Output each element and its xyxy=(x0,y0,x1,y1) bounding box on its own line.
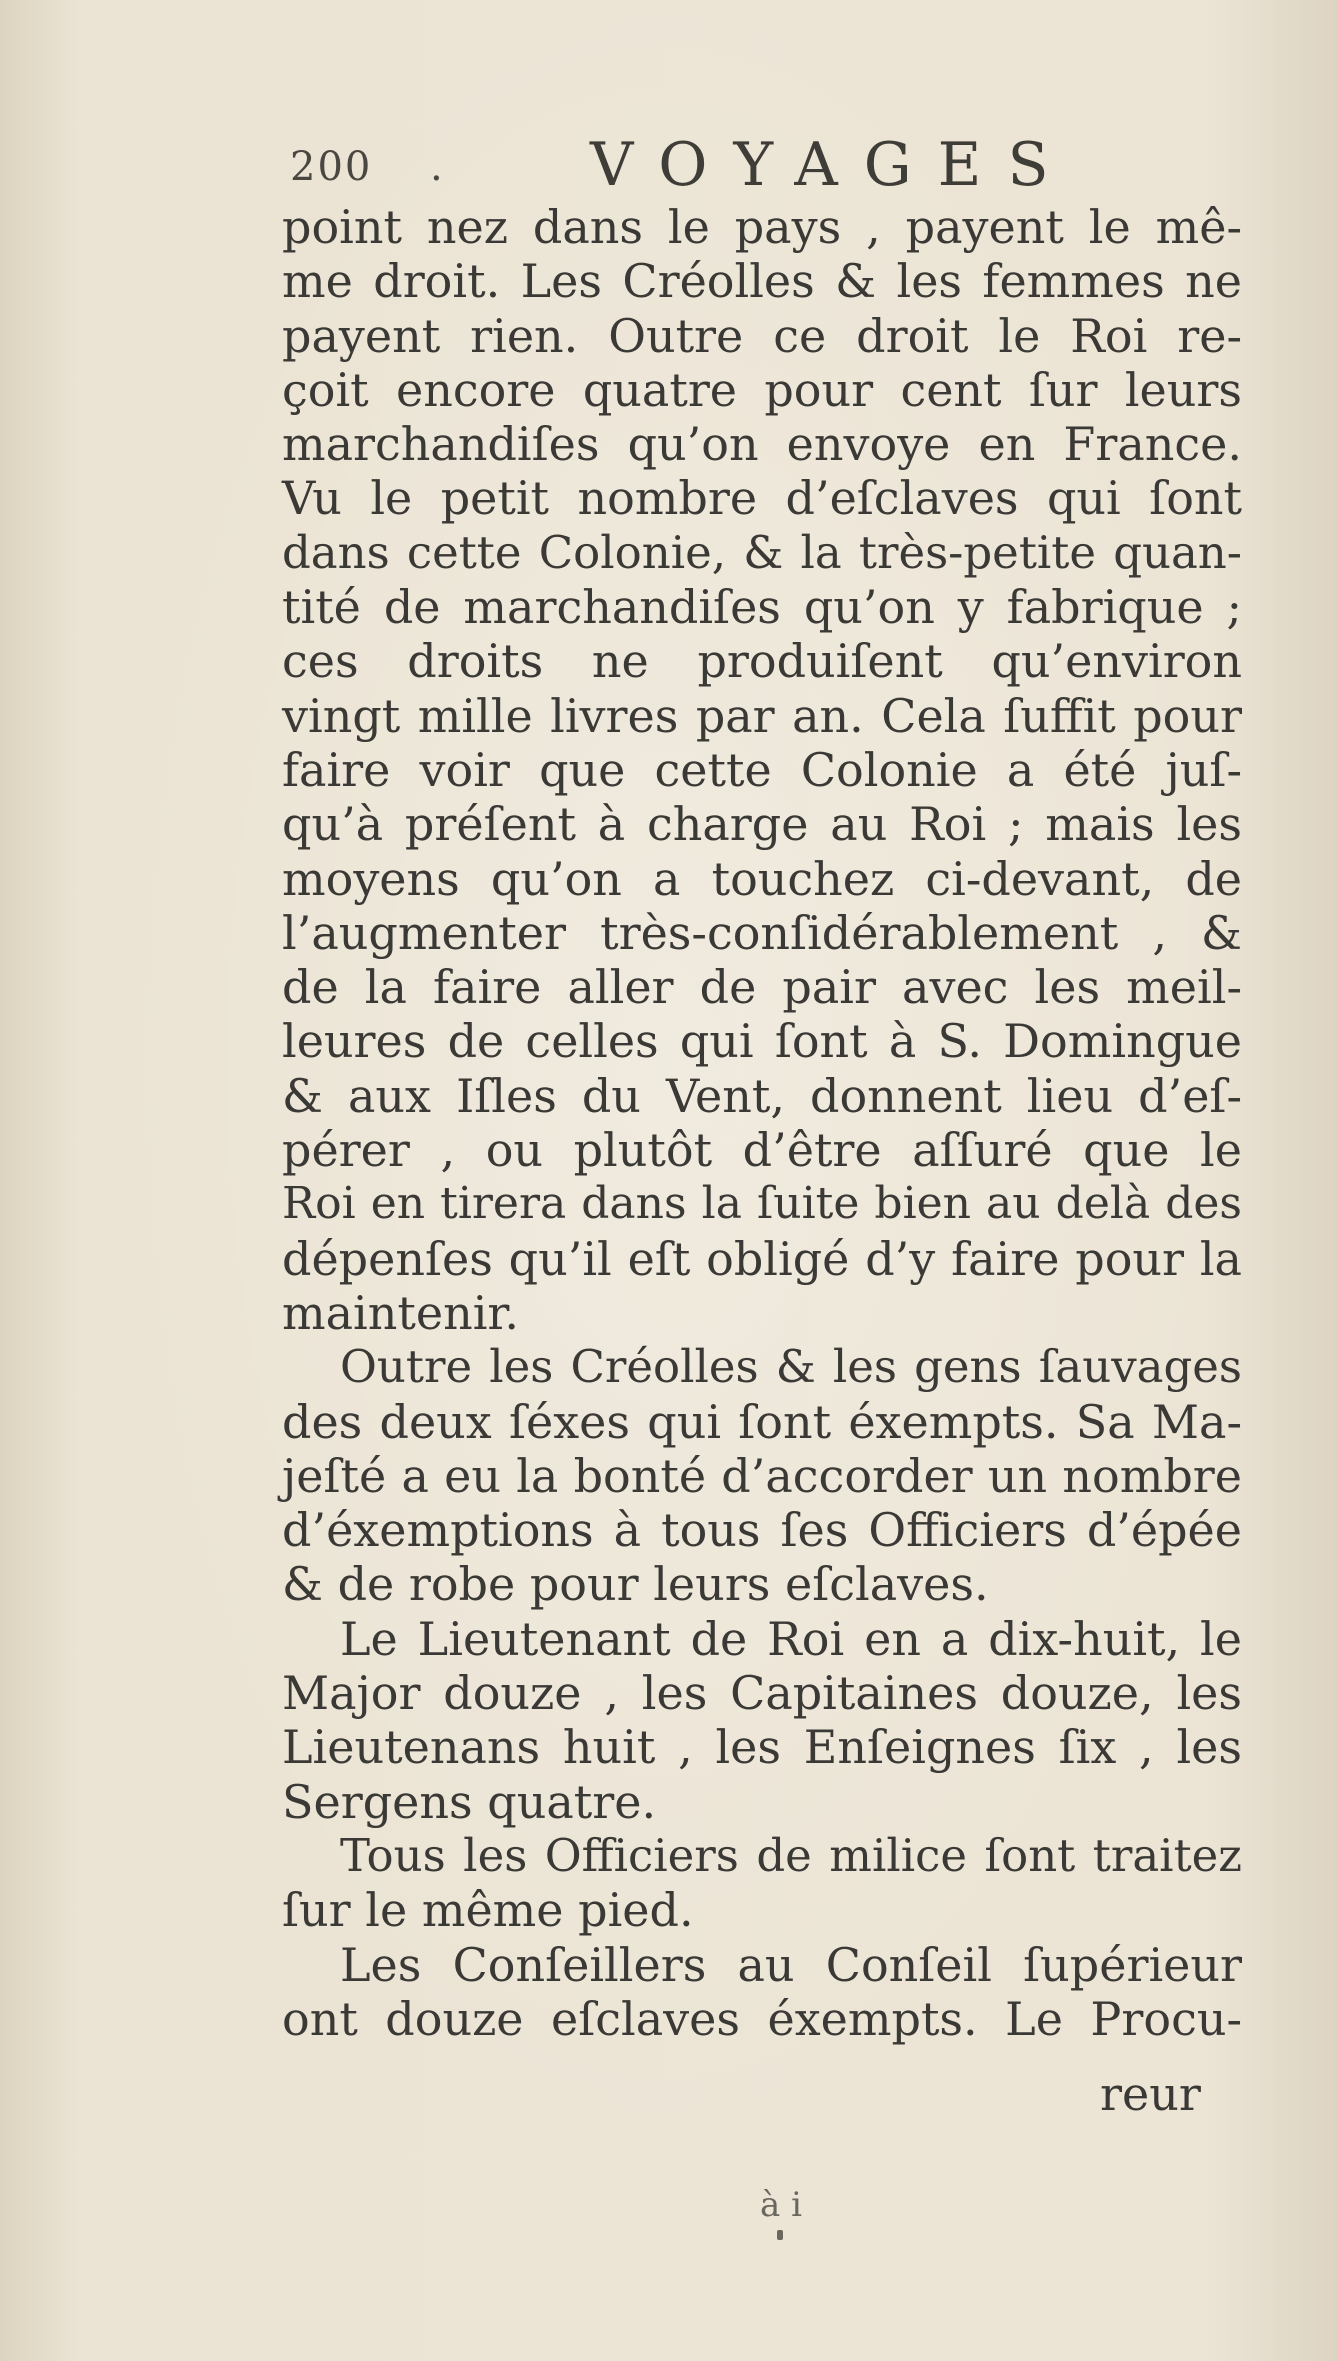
text-line: point nez dans le pays , payent le mê- xyxy=(282,200,1242,254)
text-line: Les Conſeillers au Conſeil ſupérieur xyxy=(340,1937,1242,1992)
text-line: vingt mille livres par an. Cela ſuffit pour xyxy=(282,688,1242,743)
text-line: dépenſes qu’il eſt obligé d’y faire pour la xyxy=(282,1231,1242,1286)
text-line: Vu le petit nombre d’eſclaves qui ſont xyxy=(282,471,1242,526)
paragraph xyxy=(282,1612,1242,1829)
text-line: me droit. Les Créolles & les femmes ne xyxy=(282,254,1242,309)
text-line: & aux Iſles du Vent, donnent lieu d’eſ- xyxy=(282,1068,1242,1123)
text-line: de la faire aller de pair avec les meil- xyxy=(282,960,1242,1015)
text-line: qu’à préſent à charge au Roi ; mais les xyxy=(282,797,1242,852)
text-line: leures de celles qui ſont à S. Domingue xyxy=(282,1014,1242,1069)
paragraph xyxy=(282,1340,1242,1611)
text-line: maintenir. xyxy=(282,1285,519,1340)
text-line: Sergens quatre. xyxy=(282,1774,657,1829)
text-line: ont douze eſclaves éxempts. Le Procu- xyxy=(282,1991,1242,2046)
body-text xyxy=(282,200,1242,2046)
text-line: des deux ſéxes qui ſont éxempts. Sa Ma- xyxy=(282,1394,1242,1449)
paragraph xyxy=(282,1829,1242,1938)
text-line: Tous les Officiers de milice ſont traitez xyxy=(340,1828,1242,1882)
text-line: jeſté a eu la bonté d’accorder un nombre xyxy=(282,1448,1242,1503)
text-line: Major douze , les Capitaines douze, les xyxy=(282,1666,1242,1721)
text-line: l’augmenter très-conſidérablement , & xyxy=(282,905,1242,960)
text-line: marchandiſes qu’on envoye en France. xyxy=(282,417,1242,472)
page-header xyxy=(290,130,1075,200)
ink-speck xyxy=(777,2230,783,2240)
text-line: d’éxemptions à tous ſes Officiers d’épée xyxy=(282,1503,1242,1558)
paragraph xyxy=(282,200,1242,1340)
text-line: dans cette Colonie, & la très-petite quan- xyxy=(282,525,1242,579)
text-line: moyens qu’on a touchez ci-devant, de xyxy=(282,851,1242,906)
text-line: faire voir que cette Colonie a été juſ- xyxy=(282,742,1242,797)
text-line: çoit encore quatre pour cent ſur leurs xyxy=(282,362,1242,417)
running-title: VOYAGES xyxy=(590,130,1075,200)
text-line: ſur le même pied. xyxy=(282,1883,694,1938)
catchword: reur xyxy=(1100,2067,1201,2121)
text-line: Outre les Créolles & les gens ſauvages xyxy=(340,1340,1242,1394)
text-line: Roi en tirera dans la ſuite bien au delà des xyxy=(282,1178,1242,1230)
page-number: 200 xyxy=(290,144,373,190)
text-line: Le Lieutenant de Roi en a dix-huit, le xyxy=(340,1611,1242,1666)
text-line: ces droits ne produiſent qu’environ xyxy=(282,634,1242,689)
paragraph xyxy=(282,1938,1242,2047)
text-line: payent rien. Outre ce droit le Roi re- xyxy=(282,308,1242,363)
text-line: pérer , ou plutôt d’être aſſuré que le xyxy=(282,1123,1242,1178)
header-dot: . xyxy=(430,144,443,190)
text-line: tité de marchandiſes qu’on y fabrique ; xyxy=(282,580,1242,635)
text-line: Lieutenans huit , les Enſeignes ſix , les xyxy=(282,1720,1242,1775)
text-line: & de robe pour leurs eſclaves. xyxy=(282,1557,989,1612)
signature-mark: à i xyxy=(760,2185,802,2225)
